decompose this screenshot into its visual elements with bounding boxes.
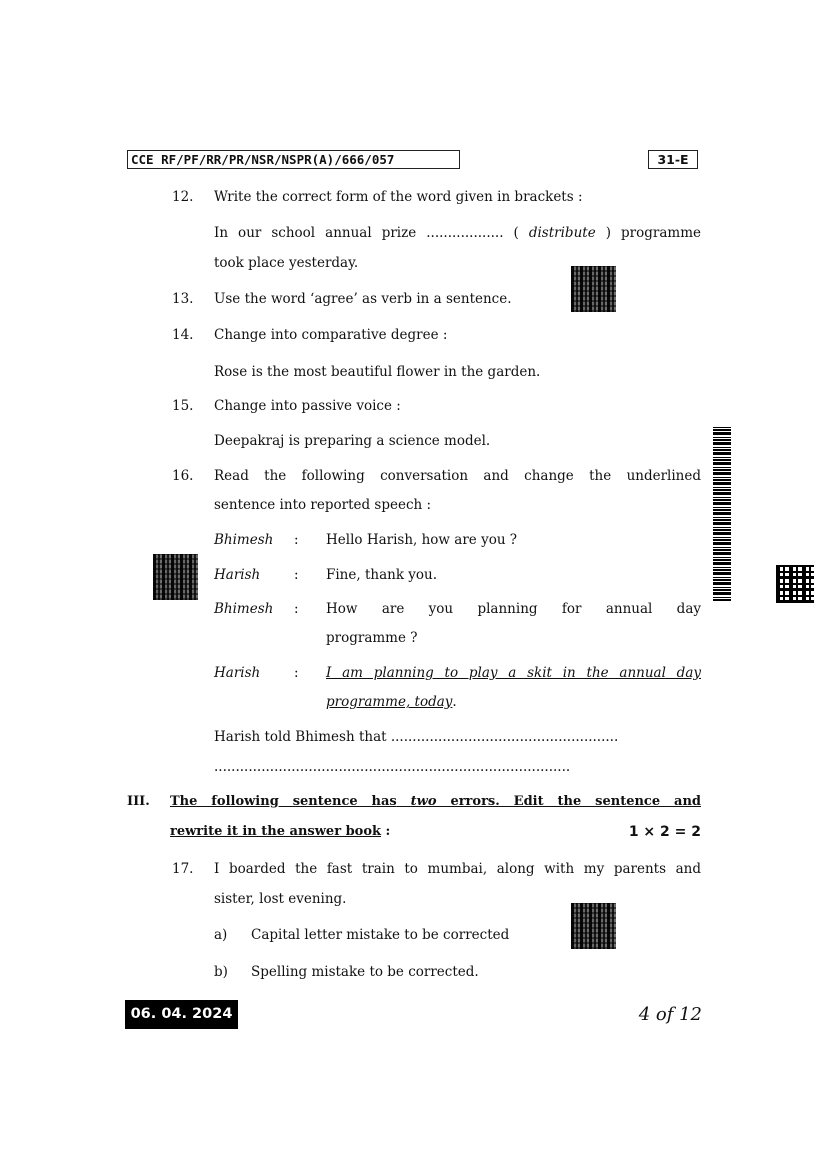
q17-line1: I boarded the fast train to mumbai, along with my parents and xyxy=(214,861,701,877)
speaker-colon: : xyxy=(294,567,299,583)
dialogue-line: Fine, thank you. xyxy=(326,567,438,583)
exam-date: 06. 04. 2024 xyxy=(125,1000,238,1029)
q12-bracket-word: distribute xyxy=(528,225,596,241)
section-instruction-end: errors. Edit the sentence and xyxy=(450,794,701,809)
q12-line1 xyxy=(214,224,701,242)
section-number: III. xyxy=(127,794,150,809)
underlined-sentence-continued: programme, today. xyxy=(326,694,457,710)
q17-a-text: Capital letter mistake to be corrected xyxy=(251,927,510,943)
q12-line2: took place yesterday. xyxy=(214,255,359,271)
speaker-name: Bhimesh xyxy=(214,601,274,617)
q12-line1-end: ) programme xyxy=(605,225,701,241)
q17-line2: sister, lost evening. xyxy=(214,891,347,907)
q15-text: Change into passive voice : xyxy=(214,398,401,414)
q16-number: 16. xyxy=(172,468,194,484)
section-instruction-line1 xyxy=(170,794,701,809)
q12-number: 12. xyxy=(172,189,194,205)
barcode-icon xyxy=(713,425,731,601)
section-instruction-underlined: rewrite it in the answer book xyxy=(170,824,382,839)
q17-a-label: a) xyxy=(214,927,228,943)
speaker-colon: : xyxy=(294,601,299,617)
section-instruction-colon: : xyxy=(381,824,391,839)
speaker-colon: : xyxy=(294,532,299,548)
qr-code-icon xyxy=(571,266,616,312)
speaker-colon: : xyxy=(294,665,299,681)
paper-number: 31-E xyxy=(648,150,698,169)
q15-sentence: Deepakraj is preparing a science model. xyxy=(214,433,491,449)
q13-number: 13. xyxy=(172,291,194,307)
paper-code: CCE RF/PF/RR/PR/NSR/NSPR(A)/666/057 xyxy=(127,150,460,169)
q14-number: 14. xyxy=(172,327,194,343)
q14-sentence: Rose is the most beautiful flower in the garden. xyxy=(214,364,541,380)
q15-number: 15. xyxy=(172,398,194,414)
page-number: 4 of 12 xyxy=(638,1004,702,1025)
q12-line1-start: In our school annual prize .................. ( xyxy=(214,225,519,241)
q16-line2: sentence into reported speech : xyxy=(214,497,432,513)
dialogue-line: How are you planning for annual day xyxy=(326,601,701,617)
speaker-name: Bhimesh xyxy=(214,532,274,548)
section-instruction-emphasis: two xyxy=(410,794,437,809)
q16-answer-line2: ................................................................................... xyxy=(214,759,571,775)
qr-code-icon xyxy=(571,903,616,949)
section-instruction-start: The following sentence has xyxy=(170,794,397,809)
dialogue-line-continued: programme ? xyxy=(326,630,418,646)
qr-code-icon xyxy=(776,565,814,603)
section-instruction-line2 xyxy=(170,824,390,839)
underlined-sentence: I am planning to play a skit in the annual day xyxy=(326,665,701,681)
q17-b-label: b) xyxy=(214,964,228,980)
section-marks: 1 × 2 = 2 xyxy=(628,824,701,840)
speaker-name: Harish xyxy=(214,567,261,583)
q14-text: Change into comparative degree : xyxy=(214,327,448,343)
q12-text: Write the correct form of the word given in brackets : xyxy=(214,189,583,205)
q17-b-text: Spelling mistake to be corrected. xyxy=(251,964,479,980)
dialogue-line: Hello Harish, how are you ? xyxy=(326,532,518,548)
q17-number: 17. xyxy=(172,861,194,877)
speaker-name: Harish xyxy=(214,665,261,681)
q13-text: Use the word ‘agree’ as verb in a sentence. xyxy=(214,291,512,307)
q16-line1: Read the following conversation and change the underlined xyxy=(214,468,701,484)
q16-answer-line1: Harish told Bhimesh that ..................................................... xyxy=(214,729,619,745)
underlined-sentence-end: programme, today xyxy=(326,694,453,710)
qr-code-icon xyxy=(153,554,198,600)
